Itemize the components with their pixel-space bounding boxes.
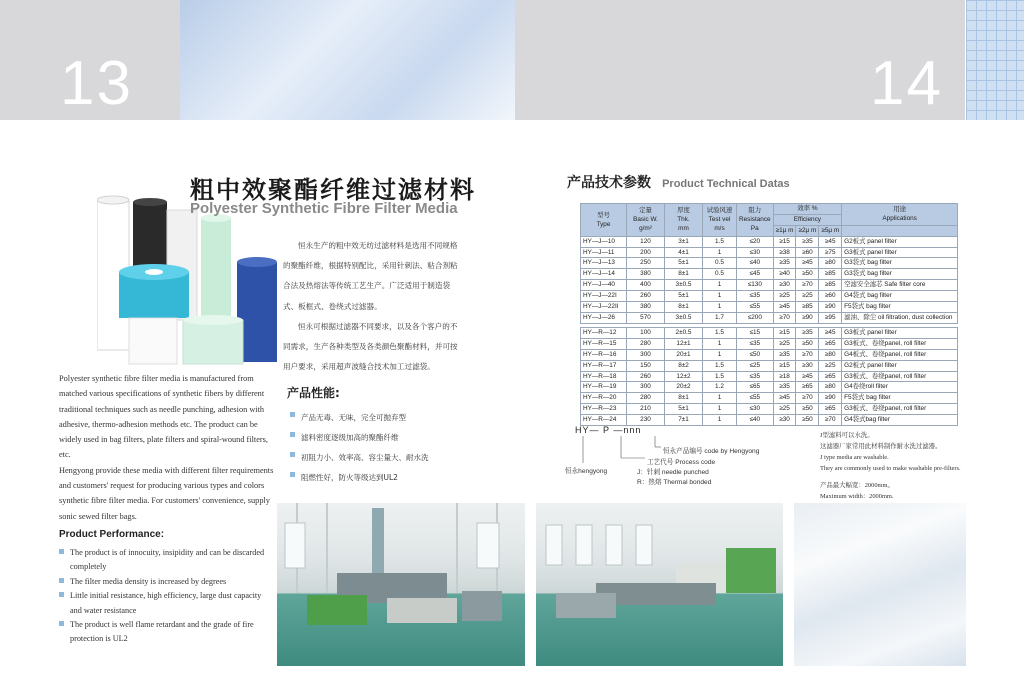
banner-image-mesh	[966, 0, 1024, 120]
table-cell: ≥35	[773, 382, 796, 393]
cell-application: G4袋式 bag filter	[842, 291, 958, 302]
cell-application: G2板式 panel filter	[842, 360, 958, 371]
table-cell: 1	[703, 280, 737, 291]
table-cell: 1	[703, 393, 737, 404]
table-cell: 300	[627, 382, 665, 393]
cell-type: HY—J—26	[581, 313, 627, 324]
th-eff-1um: ≥1μ m	[773, 225, 796, 236]
table-cell: ≥15	[773, 327, 796, 338]
table-row	[581, 349, 958, 360]
table-row	[581, 371, 958, 382]
code-format: HY— P —nnn	[575, 425, 642, 435]
table-cell: ≥90	[796, 313, 819, 324]
cell-type: HY—R—19	[581, 382, 627, 393]
table-cell: ≥45	[819, 236, 842, 247]
table-cell: ≥25	[773, 338, 796, 349]
table-cell: ≥50	[796, 404, 819, 415]
table-cell: 7±1	[665, 415, 703, 426]
note-line: 这滤器厂家常用此材料制作耐水洗过滤器。	[820, 443, 942, 450]
list-item-text: The filter media density is increased by degrees	[70, 576, 227, 586]
table-cell: 260	[627, 371, 665, 382]
bullet-icon	[290, 432, 295, 437]
cell-type: HY—R—12	[581, 327, 627, 338]
intro-en-line: widely used in bag filters, plate filters and spiral-wound filters,	[59, 435, 268, 445]
bullet-icon	[290, 472, 295, 477]
th-applications-blank	[842, 225, 958, 236]
intro-en-line: and customers' request for producing various types and colors	[59, 481, 265, 491]
list-item	[290, 428, 480, 448]
table-cell: ≥15	[773, 236, 796, 247]
table-cell: 300	[627, 349, 665, 360]
table-cell: ≥80	[819, 349, 842, 360]
table-cell: ≥40	[773, 269, 796, 280]
table-cell: 230	[627, 415, 665, 426]
performance-cn-list	[290, 408, 480, 488]
page-number-left: 13	[60, 49, 133, 118]
table-cell: ≥60	[819, 291, 842, 302]
table-cell: ≥85	[819, 269, 842, 280]
table-cell: ≥35	[773, 258, 796, 269]
banner-image-fibre	[180, 0, 515, 120]
intro-en-line: Polyester synthetic fibre filter media is manufactured from	[59, 374, 254, 383]
factory-photo-2	[536, 503, 783, 666]
table-cell: ≥35	[796, 327, 819, 338]
table-cell: ≥70	[819, 415, 842, 426]
table-cell: 8±2	[665, 360, 703, 371]
table-cell: ≤20	[737, 236, 774, 247]
th-efficiency-en: Efficiency	[773, 214, 842, 225]
right-title-en: Product Technical Datas	[662, 178, 790, 190]
bullet-icon	[59, 592, 64, 597]
table-cell: ≤65	[737, 382, 774, 393]
left-title-en: Polyester Synthetic Fibre Filter Media	[190, 200, 458, 217]
th-basis: 定量 Basic W. g/m²	[627, 204, 665, 237]
table-cell: ≥18	[773, 371, 796, 382]
table-cell: 3±0.5	[665, 313, 703, 324]
list-item	[59, 589, 274, 618]
table-cell: 12±1	[665, 338, 703, 349]
table-cell: 8±1	[665, 269, 703, 280]
bullet-icon	[59, 621, 64, 626]
notes	[820, 430, 990, 502]
table-cell: 3±0.5	[665, 280, 703, 291]
table-cell: 1	[703, 302, 737, 313]
intro-en-line: etc.	[59, 450, 71, 460]
table-row	[581, 327, 958, 338]
table-cell: 280	[627, 338, 665, 349]
list-item-text: completely	[70, 562, 107, 572]
table-cell: ≥38	[773, 247, 796, 258]
table-cell: ≥25	[773, 291, 796, 302]
table-cell: ≤35	[737, 338, 774, 349]
bullet-icon	[290, 452, 295, 457]
table-cell: 20±1	[665, 349, 703, 360]
cell-type: HY—R—17	[581, 360, 627, 371]
table-cell: ≥25	[819, 360, 842, 371]
r-label: R：热熔 Thermal bonded	[637, 479, 712, 486]
table-cell: 5±1	[665, 258, 703, 269]
table-cell: ≤55	[737, 302, 774, 313]
table-row	[581, 338, 958, 349]
table-cell: ≥30	[773, 280, 796, 291]
table-row	[581, 415, 958, 426]
table-cell: ≤25	[737, 360, 774, 371]
table-cell: 380	[627, 302, 665, 313]
list-item	[290, 408, 480, 428]
table-cell: 5±1	[665, 404, 703, 415]
code-connector-lines	[565, 425, 805, 485]
table-cell: 1.5	[703, 360, 737, 371]
intro-en-line: traditional techniques such as needle punching, adhesion with	[59, 404, 265, 414]
list-item	[290, 448, 480, 468]
table-cell: ≤35	[737, 371, 774, 382]
list-item	[59, 575, 274, 589]
table-cell: ≥65	[819, 371, 842, 382]
width-note: 产品最大幅宽：2000mm。	[820, 482, 894, 489]
table-cell: 100	[627, 327, 665, 338]
list-item-text: and water resistance	[70, 605, 137, 615]
intro-en-line: matched various specifications of synthetic fibers by different	[59, 389, 265, 399]
intro-en-line: adhesive, thermo-adhesion methods etc. The product can be	[59, 419, 258, 429]
table-cell: 400	[627, 280, 665, 291]
bullet-icon	[59, 549, 64, 554]
table-cell: 0.5	[703, 269, 737, 280]
table-cell: 1.5	[703, 371, 737, 382]
intro-cn-line: 合法及热熔法等传统工艺生产。广泛适用于制造袋	[283, 281, 451, 291]
table-cell: 8±1	[665, 302, 703, 313]
list-item-text: 产品无毒、无味，完全可抛弃型	[301, 413, 406, 422]
table-cell: 1	[703, 247, 737, 258]
table-cell: 2±0.5	[665, 327, 703, 338]
right-title-cn: 产品技术参数	[567, 175, 651, 191]
table-cell: ≥60	[796, 247, 819, 258]
table-cell: ≤30	[737, 404, 774, 415]
list-item-text: Little initial resistance, high efficiency, large dust capacity	[70, 591, 262, 601]
table-cell: ≥70	[796, 349, 819, 360]
note-line: J型滤料可以水洗。	[820, 432, 874, 439]
table-cell: 1	[703, 349, 737, 360]
table-cell: 5±1	[665, 291, 703, 302]
intro-cn-line: 恒永可根据过滤器不同要求，以及各个客户的不	[298, 321, 458, 331]
table-cell: ≤45	[737, 269, 774, 280]
table-cell: ≤30	[737, 247, 774, 258]
table-cell: 4±1	[665, 247, 703, 258]
performance-cn-title: 产品性能:	[287, 386, 340, 400]
cell-application: G2板式 panel filter	[842, 236, 958, 247]
table-cell: ≥65	[796, 382, 819, 393]
cell-type: HY—R—15	[581, 338, 627, 349]
intro-cn	[283, 236, 483, 377]
cell-application: G3板式、卷绕panel, roll filter	[842, 404, 958, 415]
th-applications: 用途 Applications	[842, 204, 958, 226]
table-cell: 20±2	[665, 382, 703, 393]
intro-cn-line: 用户要求，采用超声波缝合技术加工过滤袋。	[283, 362, 435, 372]
cell-type: HY—R—16	[581, 349, 627, 360]
cell-application: G3袋式 bag filter	[842, 258, 958, 269]
table-cell: ≥70	[796, 280, 819, 291]
th-eff-5um: ≥5μ m	[819, 225, 842, 236]
cell-type: HY—J—22II	[581, 302, 627, 313]
th-efficiency: 效率 %	[773, 204, 842, 215]
page-number-right: 14	[870, 49, 943, 118]
bullet-icon	[290, 412, 295, 417]
table-cell: ≥90	[819, 393, 842, 404]
table-cell: ≤35	[737, 291, 774, 302]
table-cell: ≥85	[819, 280, 842, 291]
cell-application: G3板式、卷绕panel, roll filter	[842, 371, 958, 382]
cell-type: HY—J—13	[581, 258, 627, 269]
cell-type: HY—J—22I	[581, 291, 627, 302]
cell-application: G4卷绕roll filter	[842, 382, 958, 393]
intro-en-line: Hengyong provide these media with different filter requirements	[59, 465, 274, 475]
table-cell: ≥25	[773, 404, 796, 415]
table-cell: ≥35	[796, 236, 819, 247]
table-cell: ≥45	[773, 393, 796, 404]
cell-type: HY—J—10	[581, 236, 627, 247]
table-row	[581, 360, 958, 371]
cell-application: F5袋式 bag filter	[842, 393, 958, 404]
table-cell: ≥95	[819, 313, 842, 324]
table-cell: 120	[627, 236, 665, 247]
table-cell: ≥75	[819, 247, 842, 258]
table-cell: ≥50	[796, 269, 819, 280]
table-cell: 1.2	[703, 382, 737, 393]
table-cell: 12±2	[665, 371, 703, 382]
cell-type: HY—R—23	[581, 404, 627, 415]
table-cell: 1.5	[703, 327, 737, 338]
cell-type: HY—J—14	[581, 269, 627, 280]
th-test-velocity: 试验风速 Test vel m/s	[703, 204, 737, 237]
table-cell: ≤15	[737, 327, 774, 338]
intro-cn-line: 恒永生产的粗中效无纺过滤材料是选用不同规格	[298, 241, 458, 250]
spec-table-wrapper	[580, 203, 958, 426]
list-item	[59, 546, 274, 575]
table-cell: 1.5	[703, 236, 737, 247]
table-row	[581, 247, 958, 258]
table-cell: ≥45	[796, 258, 819, 269]
table-cell: ≥35	[773, 349, 796, 360]
table-cell: 1.7	[703, 313, 737, 324]
intro-cn-line: 式、板框式、卷绕式过滤器。	[283, 301, 382, 311]
table-cell: ≤200	[737, 313, 774, 324]
table-cell: ≥70	[773, 313, 796, 324]
cell-type: HY—R—24	[581, 415, 627, 426]
width-note: Maximum width：2000mm.	[820, 493, 894, 500]
table-cell: 1	[703, 404, 737, 415]
cell-application: G3板式 panel filter	[842, 247, 958, 258]
cell-type: HY—J—11	[581, 247, 627, 258]
table-row	[581, 291, 958, 302]
table-cell: ≤130	[737, 280, 774, 291]
table-cell: 8±1	[665, 393, 703, 404]
table-row	[581, 404, 958, 415]
performance-en-list	[59, 546, 274, 647]
intro-en	[59, 371, 274, 524]
table-cell: 150	[627, 360, 665, 371]
table-cell: ≥25	[796, 291, 819, 302]
factory-photo-1	[277, 503, 525, 666]
table-cell: ≥80	[819, 382, 842, 393]
table-cell: ≤40	[737, 415, 774, 426]
note-line: J type media are washable.	[820, 454, 889, 461]
cell-application: 空滤安全滤芯 Safe filter core	[842, 280, 958, 291]
table-cell: ≥30	[796, 360, 819, 371]
code-legend	[565, 425, 805, 485]
cell-type: HY—R—20	[581, 393, 627, 404]
table-cell: 260	[627, 291, 665, 302]
table-row	[581, 269, 958, 280]
code-label: 恒永产品编号 code by Hengyong	[663, 448, 760, 455]
table-cell: ≥90	[819, 302, 842, 313]
table-cell: 1	[703, 291, 737, 302]
table-cell: 250	[627, 258, 665, 269]
list-item-text: 初阻力小、效率高、容尘量大、耐水洗	[301, 453, 429, 462]
table-cell: ≥45	[773, 302, 796, 313]
table-cell: ≤50	[737, 349, 774, 360]
table-cell: 380	[627, 269, 665, 280]
th-type: 型号 Type	[581, 204, 627, 237]
table-cell: ≤40	[737, 258, 774, 269]
table-row	[581, 302, 958, 313]
cell-application: G3板式、卷绕panel, roll filter	[842, 338, 958, 349]
table-cell: ≥45	[796, 371, 819, 382]
table-cell: 1	[703, 338, 737, 349]
list-item-text: 阻燃性好，防火等级达到UL2	[301, 473, 398, 482]
table-cell: 3±1	[665, 236, 703, 247]
list-item-text: 滤料密度逐级加高的聚酯纤维	[301, 433, 399, 442]
table-cell: 280	[627, 393, 665, 404]
intro-en-line: synthetic fibre filter media. For customers' convenience, supply	[59, 496, 270, 506]
hy-label: 恒永hengyong	[565, 468, 608, 475]
j-label: J：针刺 needle punched	[637, 469, 709, 476]
table-cell: 200	[627, 247, 665, 258]
cell-application: 滤油、除尘 oil filtration, dust collection	[842, 313, 958, 324]
th-resistance: 阻力 Resistance Pa	[737, 204, 774, 237]
cell-application: G3袋式 bag filter	[842, 269, 958, 280]
table-cell: ≥15	[773, 360, 796, 371]
list-item-text: The product is well flame retardant and the grade of fire	[70, 620, 254, 630]
table-cell: ≥70	[796, 393, 819, 404]
th-eff-2um: ≥2μ m	[796, 225, 819, 236]
note-line: They are commonly used to make washable pre-filters.	[820, 465, 961, 472]
list-item-text: The product is of innocuity, insipidity and can be discarded	[70, 548, 265, 557]
cell-application: G4板式、卷绕panel, roll filter	[842, 349, 958, 360]
table-row	[581, 393, 958, 404]
th-thickness: 厚度 Thk. mm	[665, 204, 703, 237]
table-cell: 570	[627, 313, 665, 324]
table-row	[581, 313, 958, 324]
table-cell: ≥45	[819, 327, 842, 338]
cell-type: HY—J—40	[581, 280, 627, 291]
table-cell: 0.5	[703, 258, 737, 269]
spec-table	[580, 203, 958, 426]
table-row	[581, 236, 958, 247]
intro-cn-line: 的聚酯纤维，根据特别配比，采用针刺法、粘合剂粘	[283, 261, 458, 271]
list-item-text: protection is UL2	[70, 634, 128, 644]
table-cell: ≥85	[796, 302, 819, 313]
right-title	[567, 172, 790, 192]
table-row	[581, 382, 958, 393]
intro-en-line: sonic sewed filter bags.	[59, 511, 137, 521]
table-cell: 210	[627, 404, 665, 415]
table-cell: ≥50	[796, 415, 819, 426]
table-cell: ≤55	[737, 393, 774, 404]
performance-en-title: Product Performance:	[59, 529, 165, 540]
process-label: 工艺代号 Process code	[647, 459, 716, 466]
table-cell: ≥65	[819, 338, 842, 349]
list-item	[59, 618, 274, 647]
table-cell: ≥80	[819, 258, 842, 269]
cell-application: F5袋式 bag filter	[842, 302, 958, 313]
bullet-icon	[59, 578, 64, 583]
left-title-cn: 粗中效聚酯纤维过滤材料	[190, 176, 476, 204]
fabric-photo	[794, 503, 966, 666]
table-row	[581, 258, 958, 269]
cell-application: G4袋式bag filter	[842, 415, 958, 426]
table-cell: ≥30	[773, 415, 796, 426]
table-cell: ≥65	[819, 404, 842, 415]
table-cell: ≥50	[796, 338, 819, 349]
table-cell: 1	[703, 415, 737, 426]
cell-application: G3板式 panel filter	[842, 327, 958, 338]
intro-cn-line: 同需求，生产各种类型及各类颜色聚酯材料，并可按	[283, 342, 458, 352]
cell-type: HY—R—18	[581, 371, 627, 382]
table-row	[581, 280, 958, 291]
list-item	[290, 468, 480, 488]
